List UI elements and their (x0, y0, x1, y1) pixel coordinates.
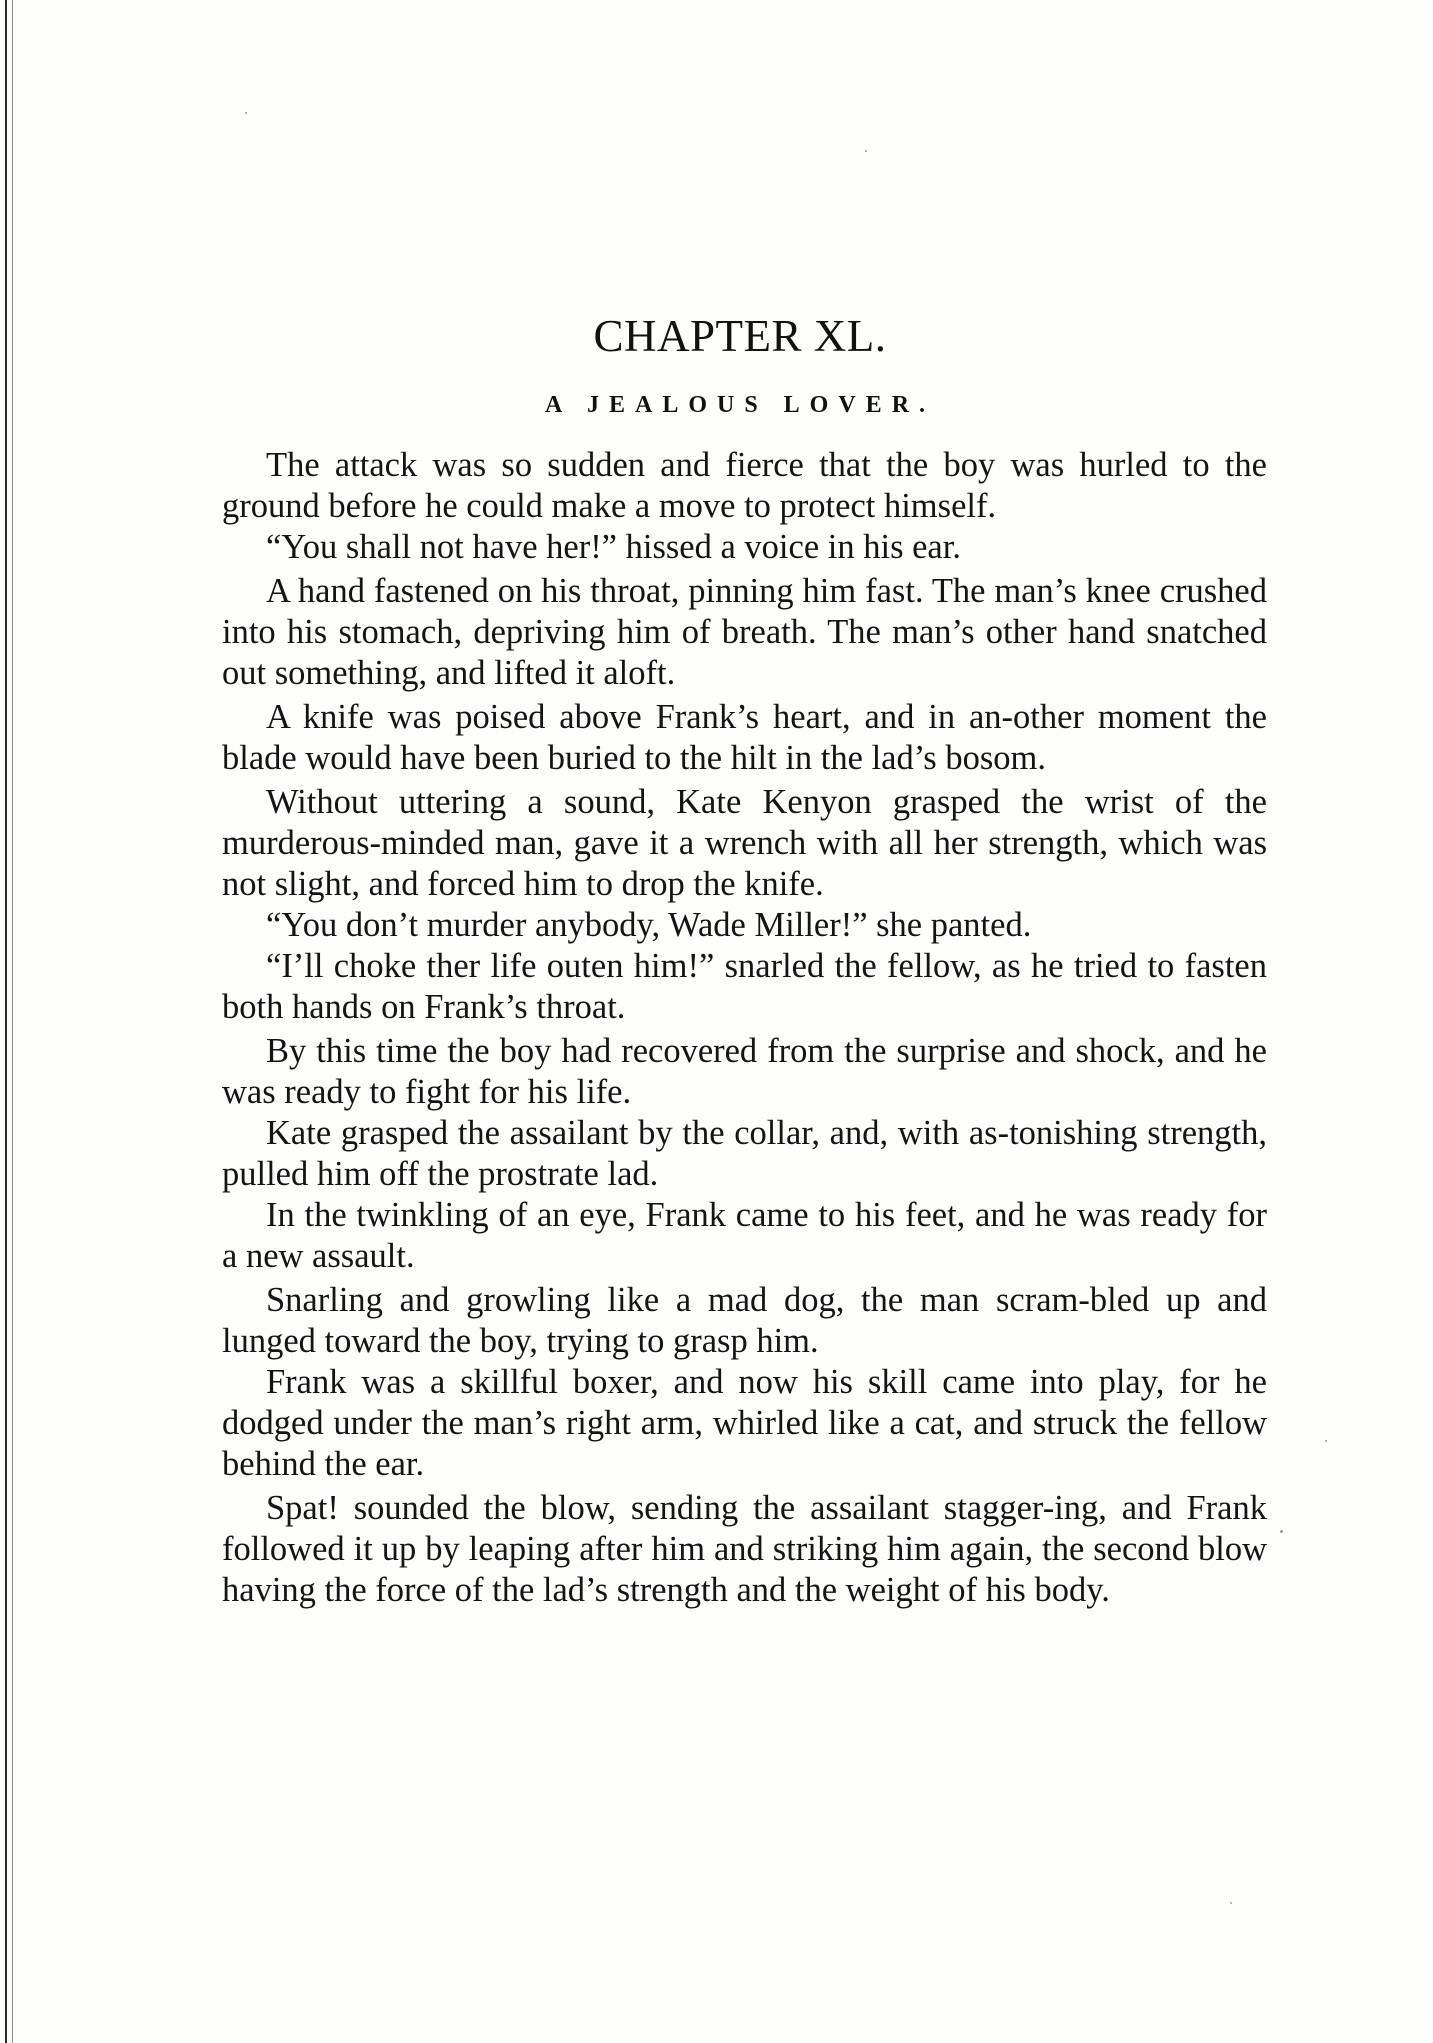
paragraph: Spat! sounded the blow, sending the assailant stagger-ing, and Frank followed it up by leaping after him and striking him again, the second blow having the force of the lad’s strength and the weight of his body. (222, 1489, 1267, 1609)
scan-speck (245, 112, 247, 114)
chapter-subtitle: A JEALOUS LOVER. (544, 392, 936, 418)
scan-speck (1280, 1530, 1283, 1533)
chapter-heading: CHAPTER XL. (593, 311, 887, 361)
scan-speck (865, 150, 867, 152)
paragraph: The attack was so sudden and fierce that the boy was hurled to the ground before he could make a move to protect himself. (222, 446, 1267, 525)
scan-speck (1230, 1902, 1232, 1904)
paragraph: Snarling and growling like a mad dog, the man scram-bled up and lunged toward the boy, trying to grasp him. (222, 1281, 1267, 1360)
paragraph: In the twinkling of an eye, Frank came to his feet, and he was ready for a new assault. (222, 1196, 1267, 1275)
paragraph: By this time the boy had recovered from the surprise and shock, and he was ready to fight for his life. (222, 1032, 1267, 1111)
paragraph: “You don’t murder anybody, Wade Miller!” she panted. (266, 906, 1032, 944)
paragraph: “I’ll choke ther life outen him!” snarled the fellow, as he tried to fasten both hands on Frank’s throat. (222, 947, 1267, 1026)
paragraph: A knife was poised above Frank’s heart, and in an-other moment the blade would have been buried to the hilt in the lad’s bosom. (222, 698, 1267, 777)
scan-speck (1325, 1440, 1327, 1442)
paragraph: A hand fastened on his throat, pinning him fast. The man’s knee crushed into his stomach, depriving him of breath. The man’s other hand snatched out something, and lifted it aloft. (222, 572, 1267, 692)
chapter-body (222, 445, 1267, 1614)
paragraph: “You shall not have her!” hissed a voice in his ear. (266, 528, 961, 566)
page-binding-edge (5, 0, 7, 2043)
paragraph: Without uttering a sound, Kate Kenyon grasped the wrist of the murderous-minded man, gave it a wrench with all her strength, which was not slight, and forced him to drop the knife. (222, 783, 1267, 903)
paragraph: Kate grasped the assailant by the collar, and, with as-tonishing strength, pulled him off the prostrate lad. (222, 1114, 1267, 1193)
paragraph: Frank was a skillful boxer, and now his skill came into play, for he dodged under the man’s right arm, whirled like a cat, and struck the fellow behind the ear. (222, 1363, 1267, 1483)
page-binding-shadow (12, 0, 13, 2043)
